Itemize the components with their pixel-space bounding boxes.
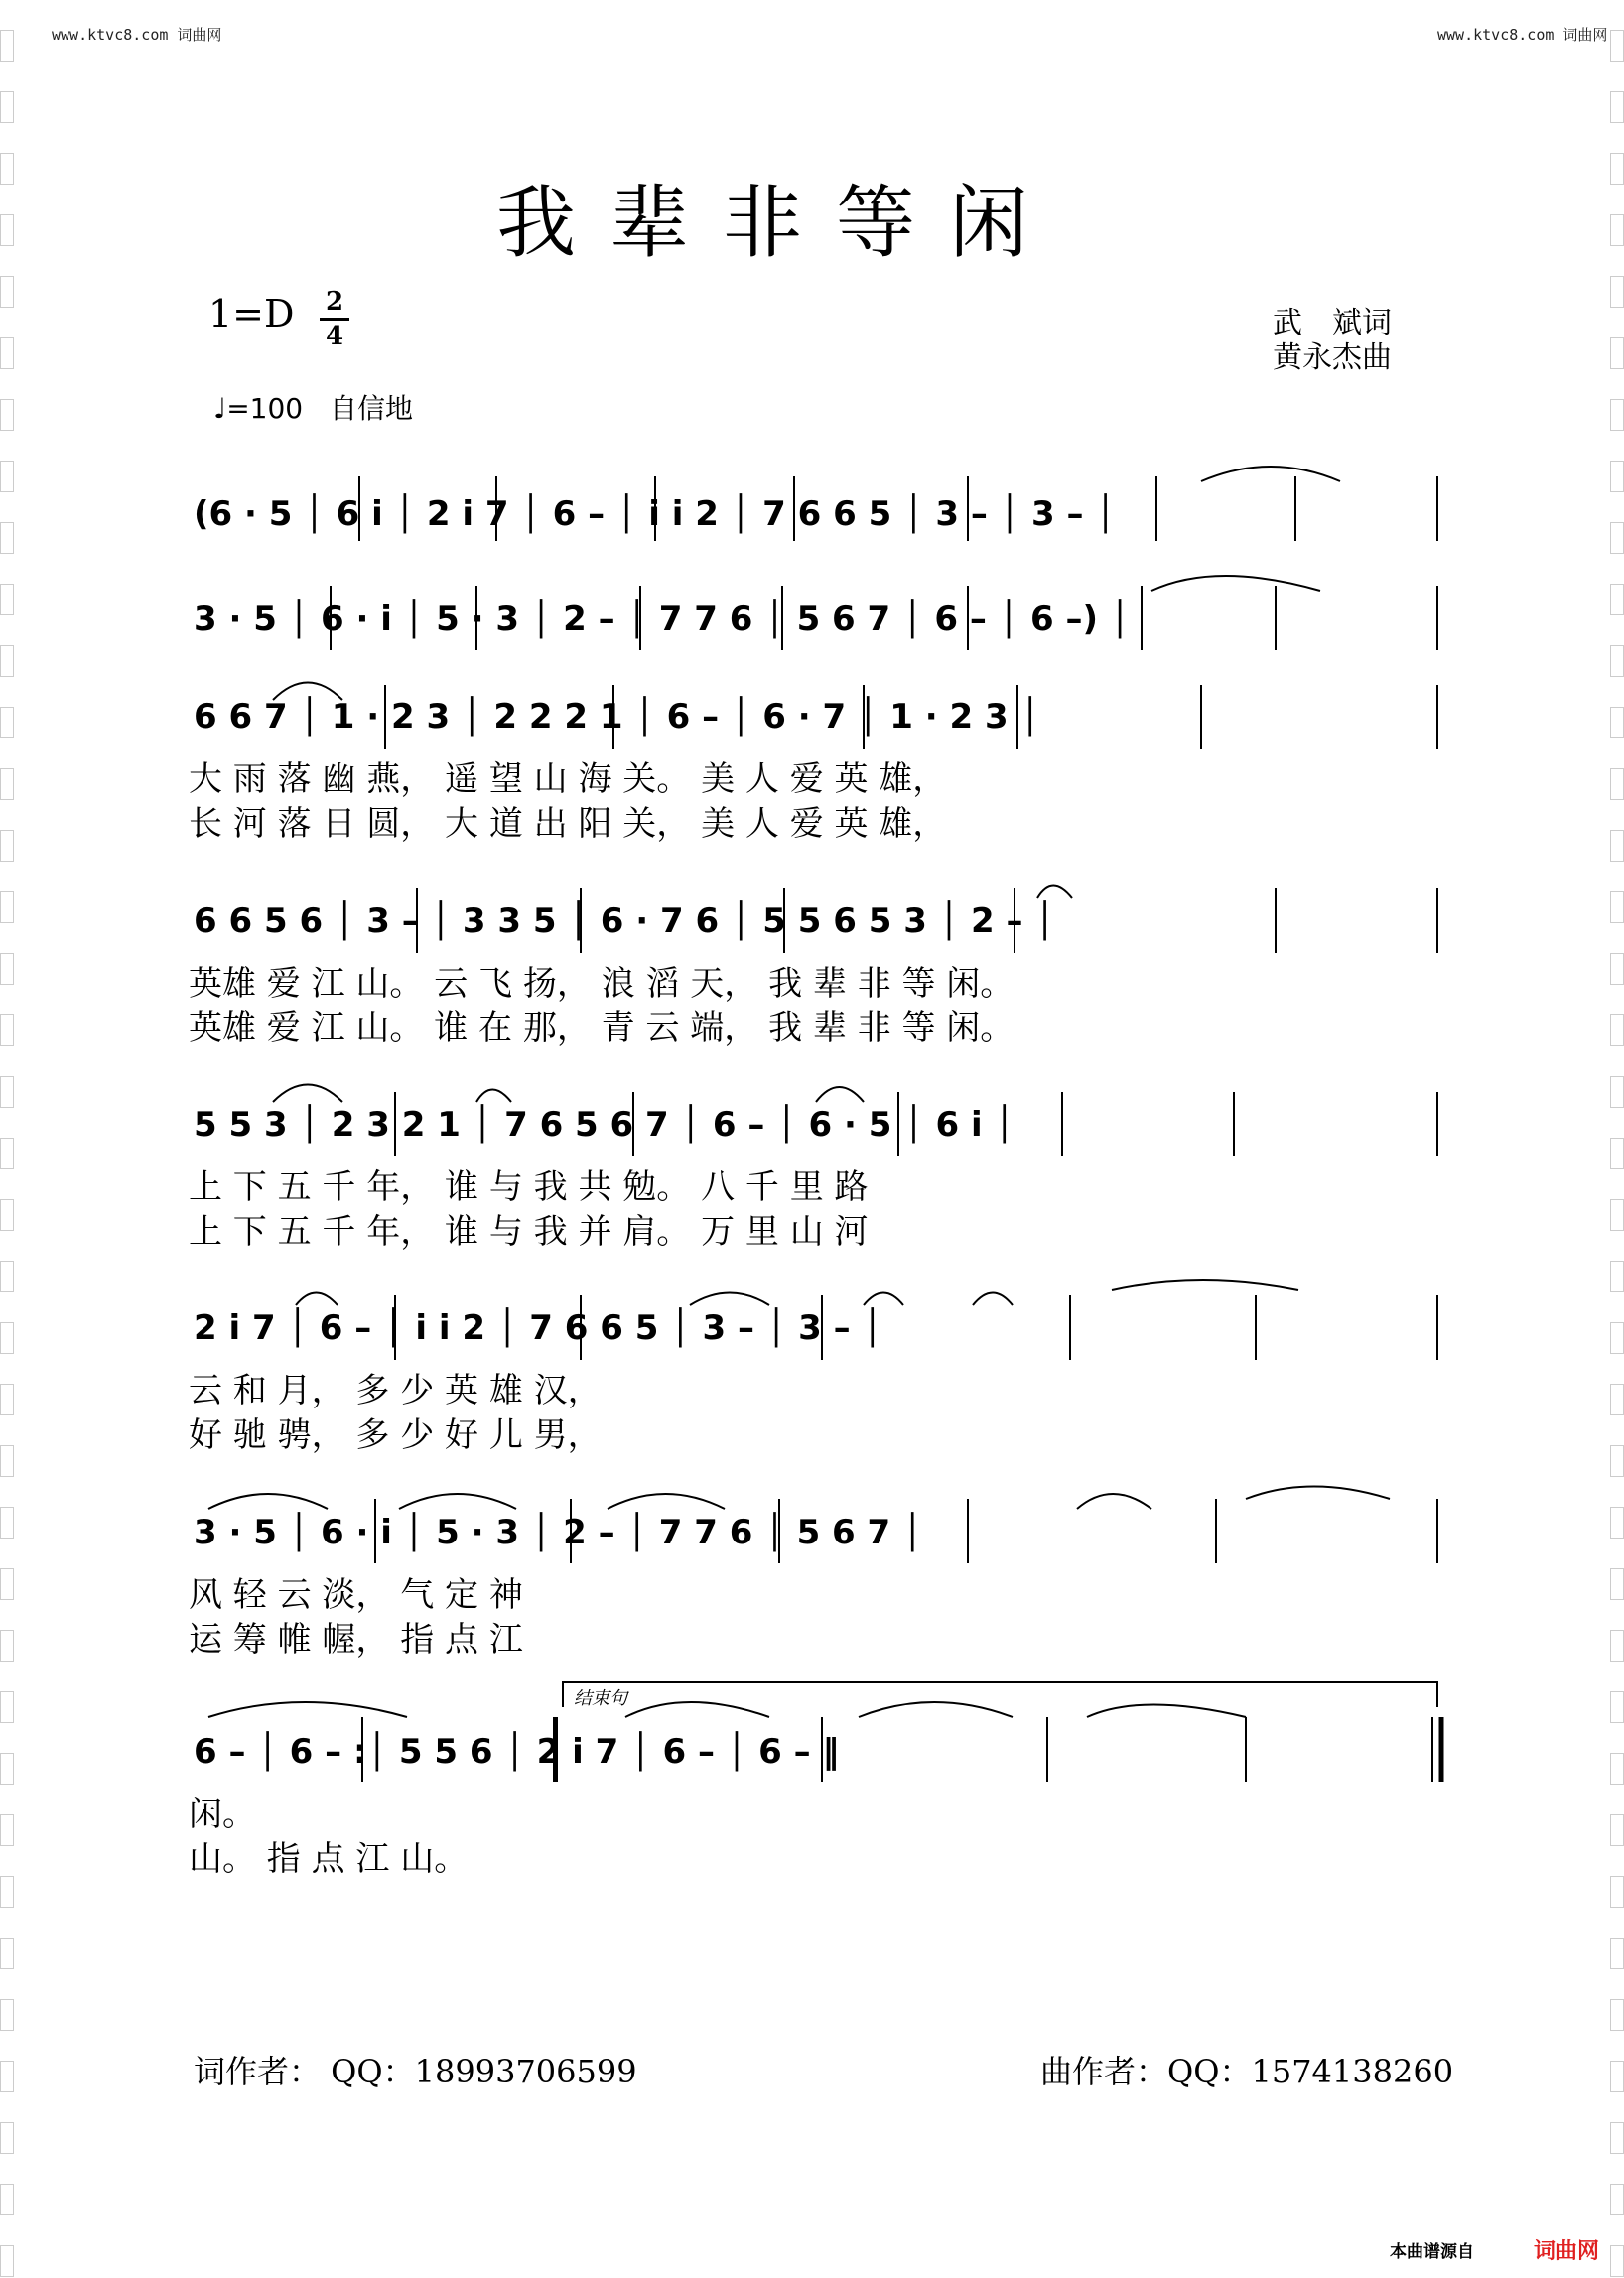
tempo-bpm: ♩=100 bbox=[213, 392, 304, 425]
key-signature: 1=D bbox=[208, 292, 295, 335]
notation-row: (6 · 5 │ 6 i │ 2 i 7 │ 6 – │ i i 2 │ 7 6 6 5 │ 3 – │ 3 – │ bbox=[194, 494, 1116, 534]
barlines bbox=[331, 476, 1441, 1782]
ending-label: 结束句 bbox=[574, 1688, 627, 1709]
slur-arcs bbox=[208, 467, 1390, 1717]
notation-row: 3 · 5 │ 6 · i │ 5 · 3 │ 2 – │ 7 7 6 │ 5 6 7 │ 6 – │ 6 –) │ bbox=[194, 600, 1131, 639]
notation-row: 2 i 7 │ 6 – │ i i 2 │ 7 6 6 5 │ 3 – │ 3 – │ bbox=[194, 1308, 882, 1348]
notation-row: 5 5 3 │ 2 3 2 1 │ 7 6 5 6 7 │ 6 – │ 6 · 5 │ 6 i │ bbox=[194, 1105, 1015, 1144]
site-header-left[interactable]: www.ktvc8.com 词曲网 bbox=[52, 26, 222, 44]
lyrics-verse-2: 山。 指 点 江 山。 bbox=[189, 1839, 469, 1879]
time-signature-bottom: 4 bbox=[325, 322, 344, 351]
lyrics-verse-2: 运 筹 帷 幄， 指 点 江 bbox=[189, 1620, 523, 1660]
tempo-expression: 自信地 bbox=[330, 392, 414, 425]
notation-row: 6 – │ 6 – :│ 5 5 6 │ 2 i 7 │ 6 – │ 6 – ‖ bbox=[194, 1732, 840, 1772]
lyrics-verse-2: 好 驰 骋， 多 少 好 儿 男， bbox=[189, 1415, 602, 1455]
source-brand-link[interactable]: 词曲网 bbox=[1534, 2239, 1600, 2264]
notation-row: 6 6 7 │ 1 · 2 3 │ 2 2 2 1 │ 6 – │ 6 · 7 │ 1 · 2 3 │ bbox=[194, 697, 1041, 737]
composer-contact: 曲作者：QQ：1574138260 bbox=[1040, 2053, 1454, 2090]
lyrics-verse-2: 英雄 爱 江 山。 谁 在 那， 青 云 端， 我 辈 非 等 闲。 bbox=[189, 1008, 1015, 1048]
lyrics-verse-1: 云 和 月， 多 少 英 雄 汉， bbox=[189, 1371, 602, 1410]
ending-bracket bbox=[563, 1682, 1437, 1707]
lyrics-verse-2: 长 河 落 日 圆， 大 道 出 阳 关， 美 人 爱 英 雄， bbox=[189, 804, 947, 844]
lyrics-verse-1: 英雄 爱 江 山。 云 飞 扬， 浪 滔 天， 我 辈 非 等 闲。 bbox=[189, 964, 1015, 1004]
source-label: 本曲谱源自 bbox=[1390, 2242, 1474, 2262]
lyrics-verse-1: 上 下 五 千 年， 谁 与 我 共 勉。 八 千 里 路 bbox=[189, 1167, 869, 1207]
lyrics-verse-1: 风 轻 云 淡， 气 定 神 bbox=[189, 1575, 523, 1615]
lyricist-credit: 武 斌词 bbox=[1273, 306, 1392, 340]
lyricist-contact: 词作者： QQ：18993706599 bbox=[194, 2053, 637, 2090]
composer-credit: 黄永杰曲 bbox=[1273, 340, 1392, 375]
notation-row: 3 · 5 │ 6 · i │ 5 · 3 │ 2 – │ 7 7 6 │ 5 6 7 │ bbox=[194, 1513, 923, 1552]
lyrics-verse-1: 大 雨 落 幽 燕， 遥 望 山 海 关。 美 人 爱 英 雄， bbox=[189, 759, 947, 799]
lyrics-verse-2: 上 下 五 千 年， 谁 与 我 并 肩。 万 里 山 河 bbox=[189, 1212, 869, 1252]
notation-row: 6 6 5 6 │ 3 – │ 3 3 5 │ 6 · 7 6 │ 5 5 6 5 3 │ 2 – │ bbox=[194, 901, 1055, 941]
time-signature-top: 2 bbox=[325, 287, 344, 317]
lyrics-verse-1: 闲。 bbox=[189, 1795, 256, 1834]
song-title: 我辈非等闲 bbox=[496, 177, 1062, 269]
site-header-right[interactable]: www.ktvc8.com 词曲网 bbox=[1437, 26, 1608, 44]
